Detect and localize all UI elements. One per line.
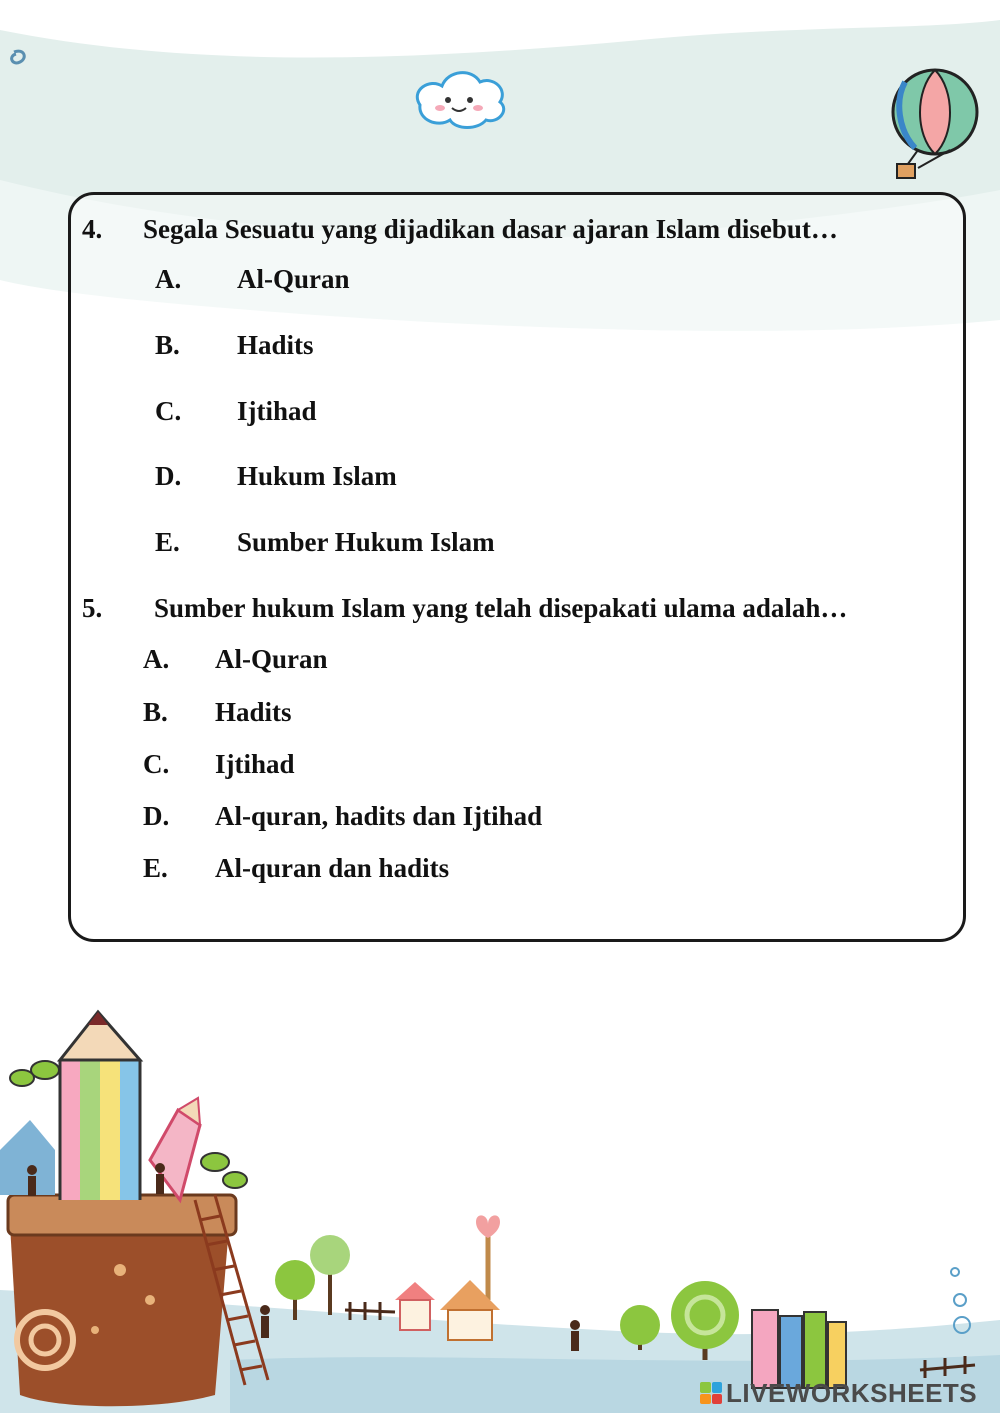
option-text: Hukum Islam [237, 461, 397, 491]
option-text: Hadits [215, 697, 292, 727]
option-text: Al-Quran [237, 264, 350, 294]
option-text: Ijtihad [215, 749, 295, 779]
question-number: 4. [82, 214, 103, 244]
option-text: Al-quran, hadits dan Ijtihad [215, 801, 543, 831]
option-letter: A. [143, 644, 170, 674]
option-5a[interactable] [143, 643, 623, 677]
question-text: Sumber hukum Islam yang telah disepakati ulama adalah… [154, 593, 848, 623]
option-text: Sumber Hukum Islam [237, 527, 495, 557]
option-letter: B. [143, 697, 168, 727]
option-4a[interactable] [155, 263, 555, 297]
option-4c[interactable] [155, 395, 555, 429]
option-text: Hadits [237, 330, 314, 360]
option-letter: D. [155, 461, 182, 491]
option-letter: E. [143, 853, 168, 883]
liveworksheets-branding [700, 1378, 977, 1408]
mountain-illustration [0, 1120, 55, 1195]
option-5b[interactable] [143, 696, 623, 730]
option-4b[interactable] [155, 329, 555, 363]
option-text: Al-Quran [215, 644, 328, 674]
question-5 [82, 592, 952, 626]
option-letter: C. [143, 749, 170, 779]
option-letter: C. [155, 396, 182, 426]
house-illustration [395, 1280, 500, 1340]
option-letter: B. [155, 330, 180, 360]
option-4e[interactable] [155, 526, 555, 560]
question-text: Segala Sesuatu yang dijadikan dasar ajaran Islam disebut… [143, 214, 838, 244]
option-letter: E. [155, 527, 180, 557]
option-text: Al-quran dan hadits [215, 853, 450, 883]
books-illustration [752, 1310, 846, 1388]
option-letter: D. [143, 801, 170, 831]
option-5c[interactable] [143, 748, 623, 782]
question-number: 5. [82, 593, 103, 623]
branding-text: LIVEWORKSHEETS [726, 1377, 978, 1408]
option-letter: A. [155, 264, 182, 294]
question-4 [82, 213, 942, 247]
option-5d[interactable] [143, 800, 623, 834]
option-5e[interactable] [143, 852, 623, 886]
option-text: Ijtihad [237, 396, 317, 426]
option-4d[interactable] [155, 460, 555, 494]
liveworksheets-logo-icon [700, 1382, 722, 1404]
pencil-illustration [60, 1012, 140, 1200]
